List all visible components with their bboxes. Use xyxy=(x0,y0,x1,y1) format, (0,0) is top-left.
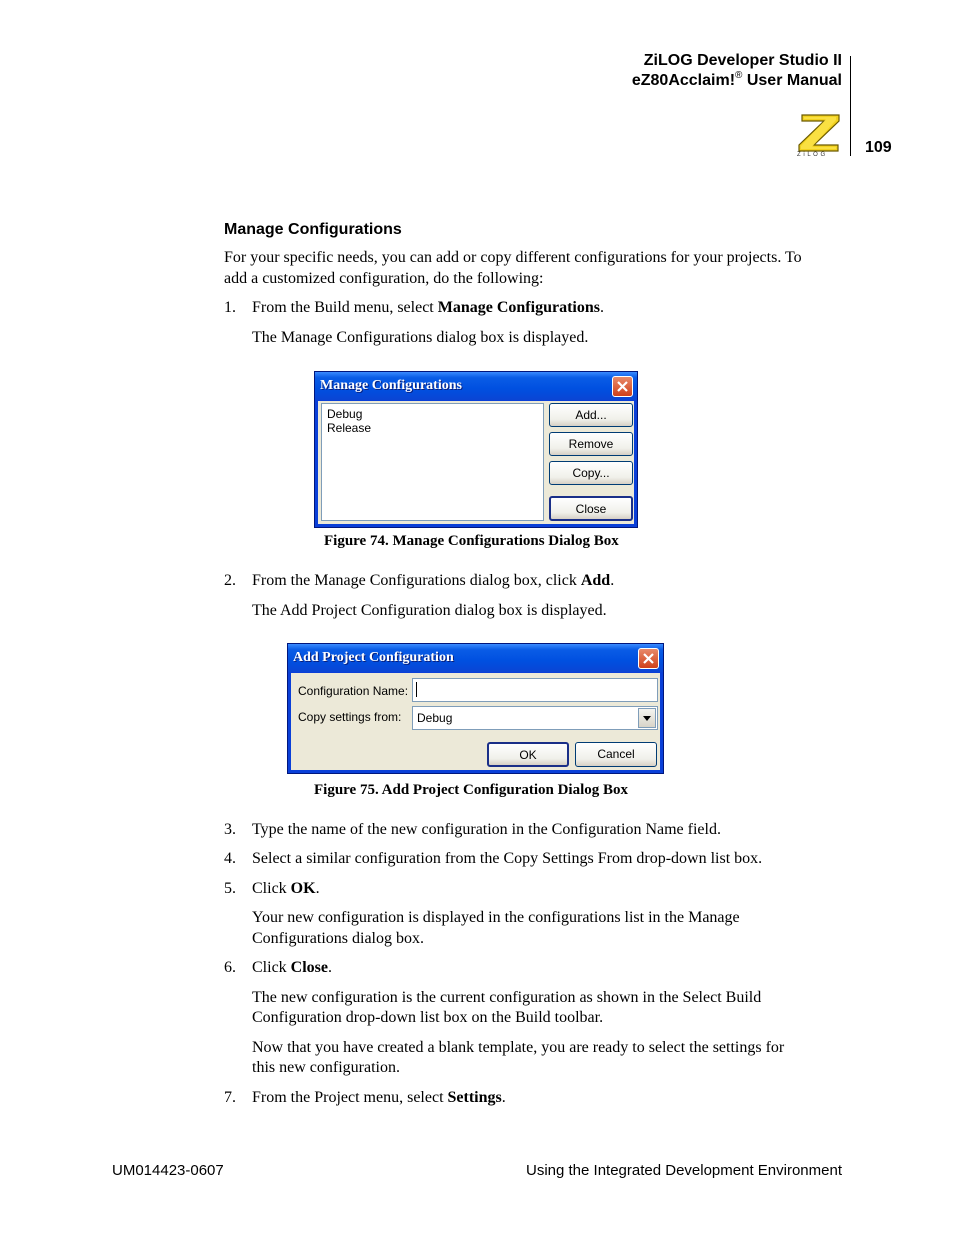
header-title-line2 xyxy=(632,72,842,90)
manage-configurations-dialog xyxy=(314,371,638,528)
product-name: eZ80Acclaim! xyxy=(631,72,736,89)
page-number: 109 xyxy=(865,139,892,156)
copy-settings-label: Copy settings from: xyxy=(298,710,402,724)
configurations-list[interactable] xyxy=(321,403,544,521)
step-number: 5. xyxy=(224,880,236,897)
step-7: From the Project menu, select Settings. xyxy=(252,1089,506,1106)
note-after-step-1: The Manage Configurations dialog box is displayed. xyxy=(252,329,589,346)
zilog-logo xyxy=(796,112,842,160)
intro-line-2: add a customized configuration, do the following: xyxy=(224,270,544,287)
figure-75-caption: Figure 75. Add Project Configuration Dialog Box xyxy=(314,782,629,798)
manual-label: User Manual xyxy=(742,72,842,89)
note-after-step-6a-line-2: Configuration drop-down list box on the Build toolbar. xyxy=(252,1009,604,1026)
dropdown-value: Debug xyxy=(417,711,453,725)
step-2: From the Manage Configurations dialog box, click Add. xyxy=(252,572,615,589)
section-heading: Manage Configurations xyxy=(224,221,402,238)
dialog-client xyxy=(291,673,660,770)
step-number: 1. xyxy=(224,299,236,316)
add-button[interactable]: Add... xyxy=(549,403,633,427)
header-rule xyxy=(850,56,851,156)
footer-doc-id: UM014423-0607 xyxy=(112,1162,224,1179)
dialog-client xyxy=(318,401,634,524)
step-3: Type the name of the new configuration in the Configuration Name field. xyxy=(252,821,721,838)
list-item[interactable]: Release xyxy=(327,421,372,435)
remove-button[interactable]: Remove xyxy=(549,432,633,456)
note-after-step-6b-line-2: this new configuration. xyxy=(252,1059,400,1076)
step-number: 4. xyxy=(224,850,236,867)
close-button[interactable]: Close xyxy=(549,496,633,521)
intro-line-1: For your specific needs, you can add or copy different configurations for your projects. To xyxy=(224,249,802,266)
add-project-configuration-dialog xyxy=(287,643,664,774)
chevron-down-icon[interactable] xyxy=(638,708,656,728)
configuration-name-label: Configuration Name: xyxy=(298,684,409,698)
note-after-step-5-line-2: Configurations dialog box. xyxy=(252,930,424,947)
copy-settings-dropdown[interactable] xyxy=(412,706,658,730)
note-after-step-6a-line-1: The new configuration is the current configuration as shown in the Select Build xyxy=(252,989,762,1006)
step-number: 2. xyxy=(224,572,236,589)
ok-button[interactable]: OK xyxy=(487,742,569,767)
close-icon[interactable] xyxy=(638,648,659,669)
step-1: From the Build menu, select Manage Configurations. xyxy=(252,299,604,316)
dialog-title-bar xyxy=(315,372,637,400)
step-number: 7. xyxy=(224,1089,236,1106)
note-after-step-2: The Add Project Configuration dialog box is displayed. xyxy=(252,602,607,619)
step-number: 3. xyxy=(224,821,236,838)
dialog-title-bar xyxy=(288,644,663,672)
note-after-step-6b-line-1: Now that you have created a blank template, you are ready to select the settings for xyxy=(252,1039,785,1056)
step-4: Select a similar configuration from the Copy Settings From drop-down list box. xyxy=(252,850,763,867)
figure-74-caption: Figure 74. Manage Configurations Dialog Box xyxy=(324,533,619,549)
header-title-line1: ZiLOG Developer Studio II xyxy=(643,52,842,69)
text-caret xyxy=(416,682,417,697)
footer-section: Using the Integrated Development Environment xyxy=(525,1162,842,1179)
note-after-step-5-line-1: Your new configuration is displayed in the configurations list in the Manage xyxy=(252,909,740,926)
logo-subtext: Z i L O G xyxy=(797,152,826,158)
step-6: Click Close. xyxy=(252,959,332,976)
cancel-button[interactable]: Cancel xyxy=(575,742,657,767)
close-icon[interactable] xyxy=(612,376,633,397)
list-item[interactable]: Debug xyxy=(327,407,363,421)
dialog-title: Add Project Configuration xyxy=(293,650,454,665)
copy-button[interactable]: Copy... xyxy=(549,461,633,485)
dialog-title: Manage Configurations xyxy=(320,378,462,393)
registered-mark: ® xyxy=(735,70,743,81)
step-5: Click OK. xyxy=(252,880,320,897)
configuration-name-field[interactable] xyxy=(412,678,658,702)
step-number: 6. xyxy=(224,959,236,976)
